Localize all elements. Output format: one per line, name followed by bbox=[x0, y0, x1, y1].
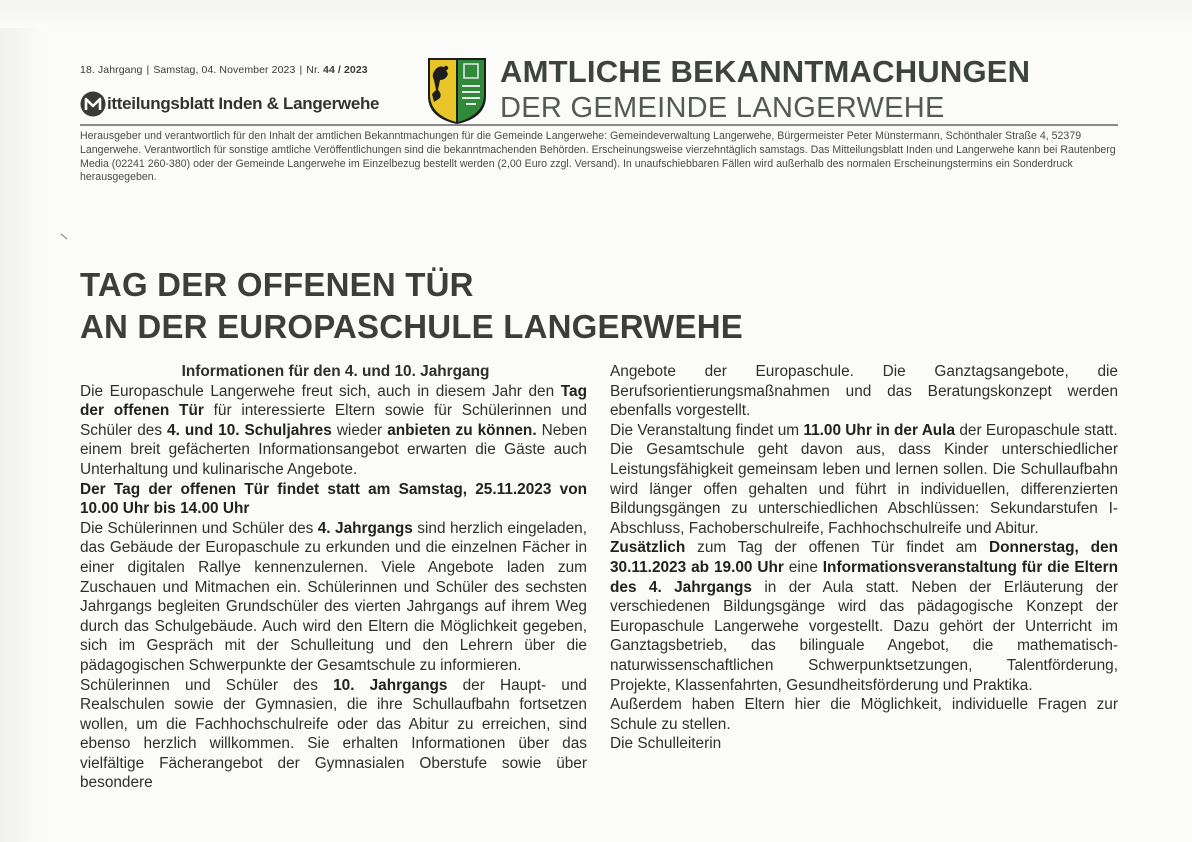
issue-prefix: Nr. bbox=[306, 64, 320, 76]
p3-text-a: Die Schülerinnen und Schüler des bbox=[80, 519, 318, 537]
p1-text-e: wieder bbox=[331, 421, 388, 439]
issue-number: 44 / 2023 bbox=[323, 64, 368, 76]
announcements-title: AMTLICHE BEKANNTMACHUNGEN bbox=[500, 54, 1031, 89]
p6-text-c: der Europaschule statt. bbox=[955, 421, 1118, 439]
newspaper-brand bbox=[80, 89, 379, 119]
article-column-left bbox=[80, 362, 587, 793]
p3-text-c: sind herzlich eingeladen, das Gebäude der Europaschule zu erkunden und die einzelnen Fächer in einer digitalen Rallye kennenzulernen. Viele Angebote laden zum Zuschauen und Mitmachen ein. Schülerinnen und Schüler des sechsten Jahrgangs begleiten Grundschüler des vierten Jahrgangs auf ihrem Weg durch das Schulgebäude. Auch wird den Eltern die Möglichkeit gegeben, sich im Gespräch mit der Schulleitung und den Lehrern über die pädagogischen Schwerpunkte der Gesamtschule zu informieren. bbox=[80, 519, 587, 674]
p1-text-a: Die Europaschule Langerwehe freut sich, auch in diesem Jahr den bbox=[80, 382, 561, 400]
p1-text-g: Neben einem breit gefächerten Informationsangebot erwarten die Gäste auch Unterhaltung und kulinarische Angebote. bbox=[80, 421, 587, 478]
paragraph-venue bbox=[610, 421, 1118, 441]
p1-bold-f: anbieten zu können. bbox=[387, 421, 537, 439]
brand-name: itteilungsblatt Inden & Langerwehe bbox=[107, 94, 380, 113]
scan-mark bbox=[61, 234, 68, 240]
p8-bold-a: Zusätzlich bbox=[610, 539, 686, 557]
p8-text-b: zum Tag der offenen Tür findet am bbox=[685, 539, 989, 557]
p4-text-c: der Haupt- und Realschulen sowie der Gymnasien, die ihre Schullaufbahn fortsetzen wollen, um die Fachhochschulreife oder das Abitur zu erreichen, sind ebenso herzlich willkommen. Sie erhalten Informationen über das vielfältige Fächerangebot der Gymnasialen Oberstufe sowie über besondere bbox=[80, 676, 587, 792]
p8-bold-c: Donnerstag, den 30.11.2023 ab 19.00 Uhr bbox=[610, 539, 1118, 576]
p1-bold-d: 4. und 10. Schuljahres bbox=[167, 421, 332, 439]
paragraph-grade-10 bbox=[80, 676, 587, 794]
headline-line-1: TAG DER OFFENEN TÜR bbox=[80, 266, 474, 303]
p1-bold-b: Tag der offenen Tür bbox=[80, 382, 587, 420]
announcements-subtitle: DER GEMEINDE LANGERWEHE bbox=[500, 92, 945, 124]
p8-text-d: eine bbox=[783, 558, 823, 576]
scan-shadow-left bbox=[0, 0, 44, 842]
article-subhead: Informationen für den 4. und 10. Jahrgang bbox=[181, 363, 490, 380]
p6-text-a: Die Veranstaltung findet um bbox=[610, 421, 804, 439]
article-headline bbox=[80, 264, 980, 348]
p8-text-f: in der Aula statt. Neben der Erläuterung der verschiedenen Bildungsgänge wird das pädagogische Konzept der Europaschule Langerwehe vorgestellt. Dazu gehört der Unterricht im Ganztagsbetrieb, das bilinguale Angebot, die mathematisch-naturwissenschaftlichen Schwerpunktsetzungen, Talentförderung, Projekte, Klassenfahrten, Gesundheitsförderung und Praktika. bbox=[610, 578, 1118, 694]
p4-text-a: Schülerinnen und Schüler des bbox=[80, 676, 334, 694]
imprint-text: Herausgeber und verantwortlich für den Inhalt der amtlichen Bekanntmachungen für die Gemeinde Langerwehe: Gemeindeverwaltung Langerwehe, Bürgermeister Peter Münstermann, Schönthaler Straße 4, 52379 Langerwehe. Verantwortlich für sonstige amtliche Veröffentlichungen sind die bekanntmachenden Behörden. Erscheinungsweise vierzehntäglich samstags. Das Mitteilungsblatt Inden und Langerwehe kann bei Rautenberg Media (02241 260-380) oder der Gemeinde Langerwehe im Einzelbezug bestellt werden (2,00 Euro zzgl. Versand). In unaufschiebbaren Fällen wird außerhalb des normalen Erscheinungstermins ein Sonderdruck herausgegeben. bbox=[80, 130, 1116, 184]
p8-bold-e: Informationsveranstaltung für die Eltern des 4. Jahrgangs bbox=[610, 558, 1118, 596]
p6-bold-b: 11.00 Uhr in der Aula bbox=[803, 421, 956, 439]
masthead-meta: 18. Jahrgang | Samstag, 04. November 2023 | Nr. 44 / 2023 bbox=[80, 64, 368, 76]
volume-label: 18. Jahrgang bbox=[80, 64, 143, 76]
masthead-divider bbox=[80, 124, 1118, 126]
paragraph-intro bbox=[80, 382, 587, 480]
paragraph-school-concept: Die Gesamtschule geht davon aus, dass Kinder unterschiedlicher Leistungsfähigkeit gemeinsam leben und lernen sollen. Die Schullaufbahn wird länger offen gehalten und führt in individuellen, differenzierten Bildungsgängen zu unterschiedlichen Abschlüssen: Sekundarstufen I-Abschluss, Fachoberschulreife, Fachhochschulreife und Abitur. bbox=[610, 441, 1118, 537]
paragraph-date bbox=[80, 480, 587, 519]
municipal-coat-of-arms-icon bbox=[426, 56, 488, 126]
paragraph-questions: Außerdem haben Eltern hier die Möglichkeit, individuelle Fragen zur Schule zu stellen. bbox=[610, 696, 1118, 733]
signature: Die Schulleiterin bbox=[610, 735, 722, 753]
event-date-text: Der Tag der offenen Tür findet statt am Samstag, 25.11.2023 von 10.00 Uhr bis 14.00 Uhr bbox=[80, 480, 587, 518]
paragraph-grade-4 bbox=[80, 519, 587, 676]
headline-line-2: AN DER EUROPASCHULE LANGERWEHE bbox=[80, 308, 743, 345]
paragraph-info-evening bbox=[610, 538, 1118, 695]
p4-bold-b: 10. Jahrgangs bbox=[333, 676, 448, 694]
issue-date: Samstag, 04. November 2023 bbox=[153, 64, 296, 76]
m-circle-logo-icon bbox=[80, 91, 106, 117]
paragraph-offers: Angebote der Europaschule. Die Ganztagsangebote, die Berufsorientierungsmaßnahmen und das Beratungskonzept werden ebenfalls vorgestellt. bbox=[610, 363, 1118, 420]
article-column-right bbox=[610, 362, 1118, 754]
scan-shadow-top bbox=[0, 0, 1192, 28]
p1-text-c: für interessierte Eltern sowie für Schülerinnen und Schüler des bbox=[80, 402, 587, 439]
p3-bold-b: 4. Jahrgangs bbox=[317, 519, 413, 537]
